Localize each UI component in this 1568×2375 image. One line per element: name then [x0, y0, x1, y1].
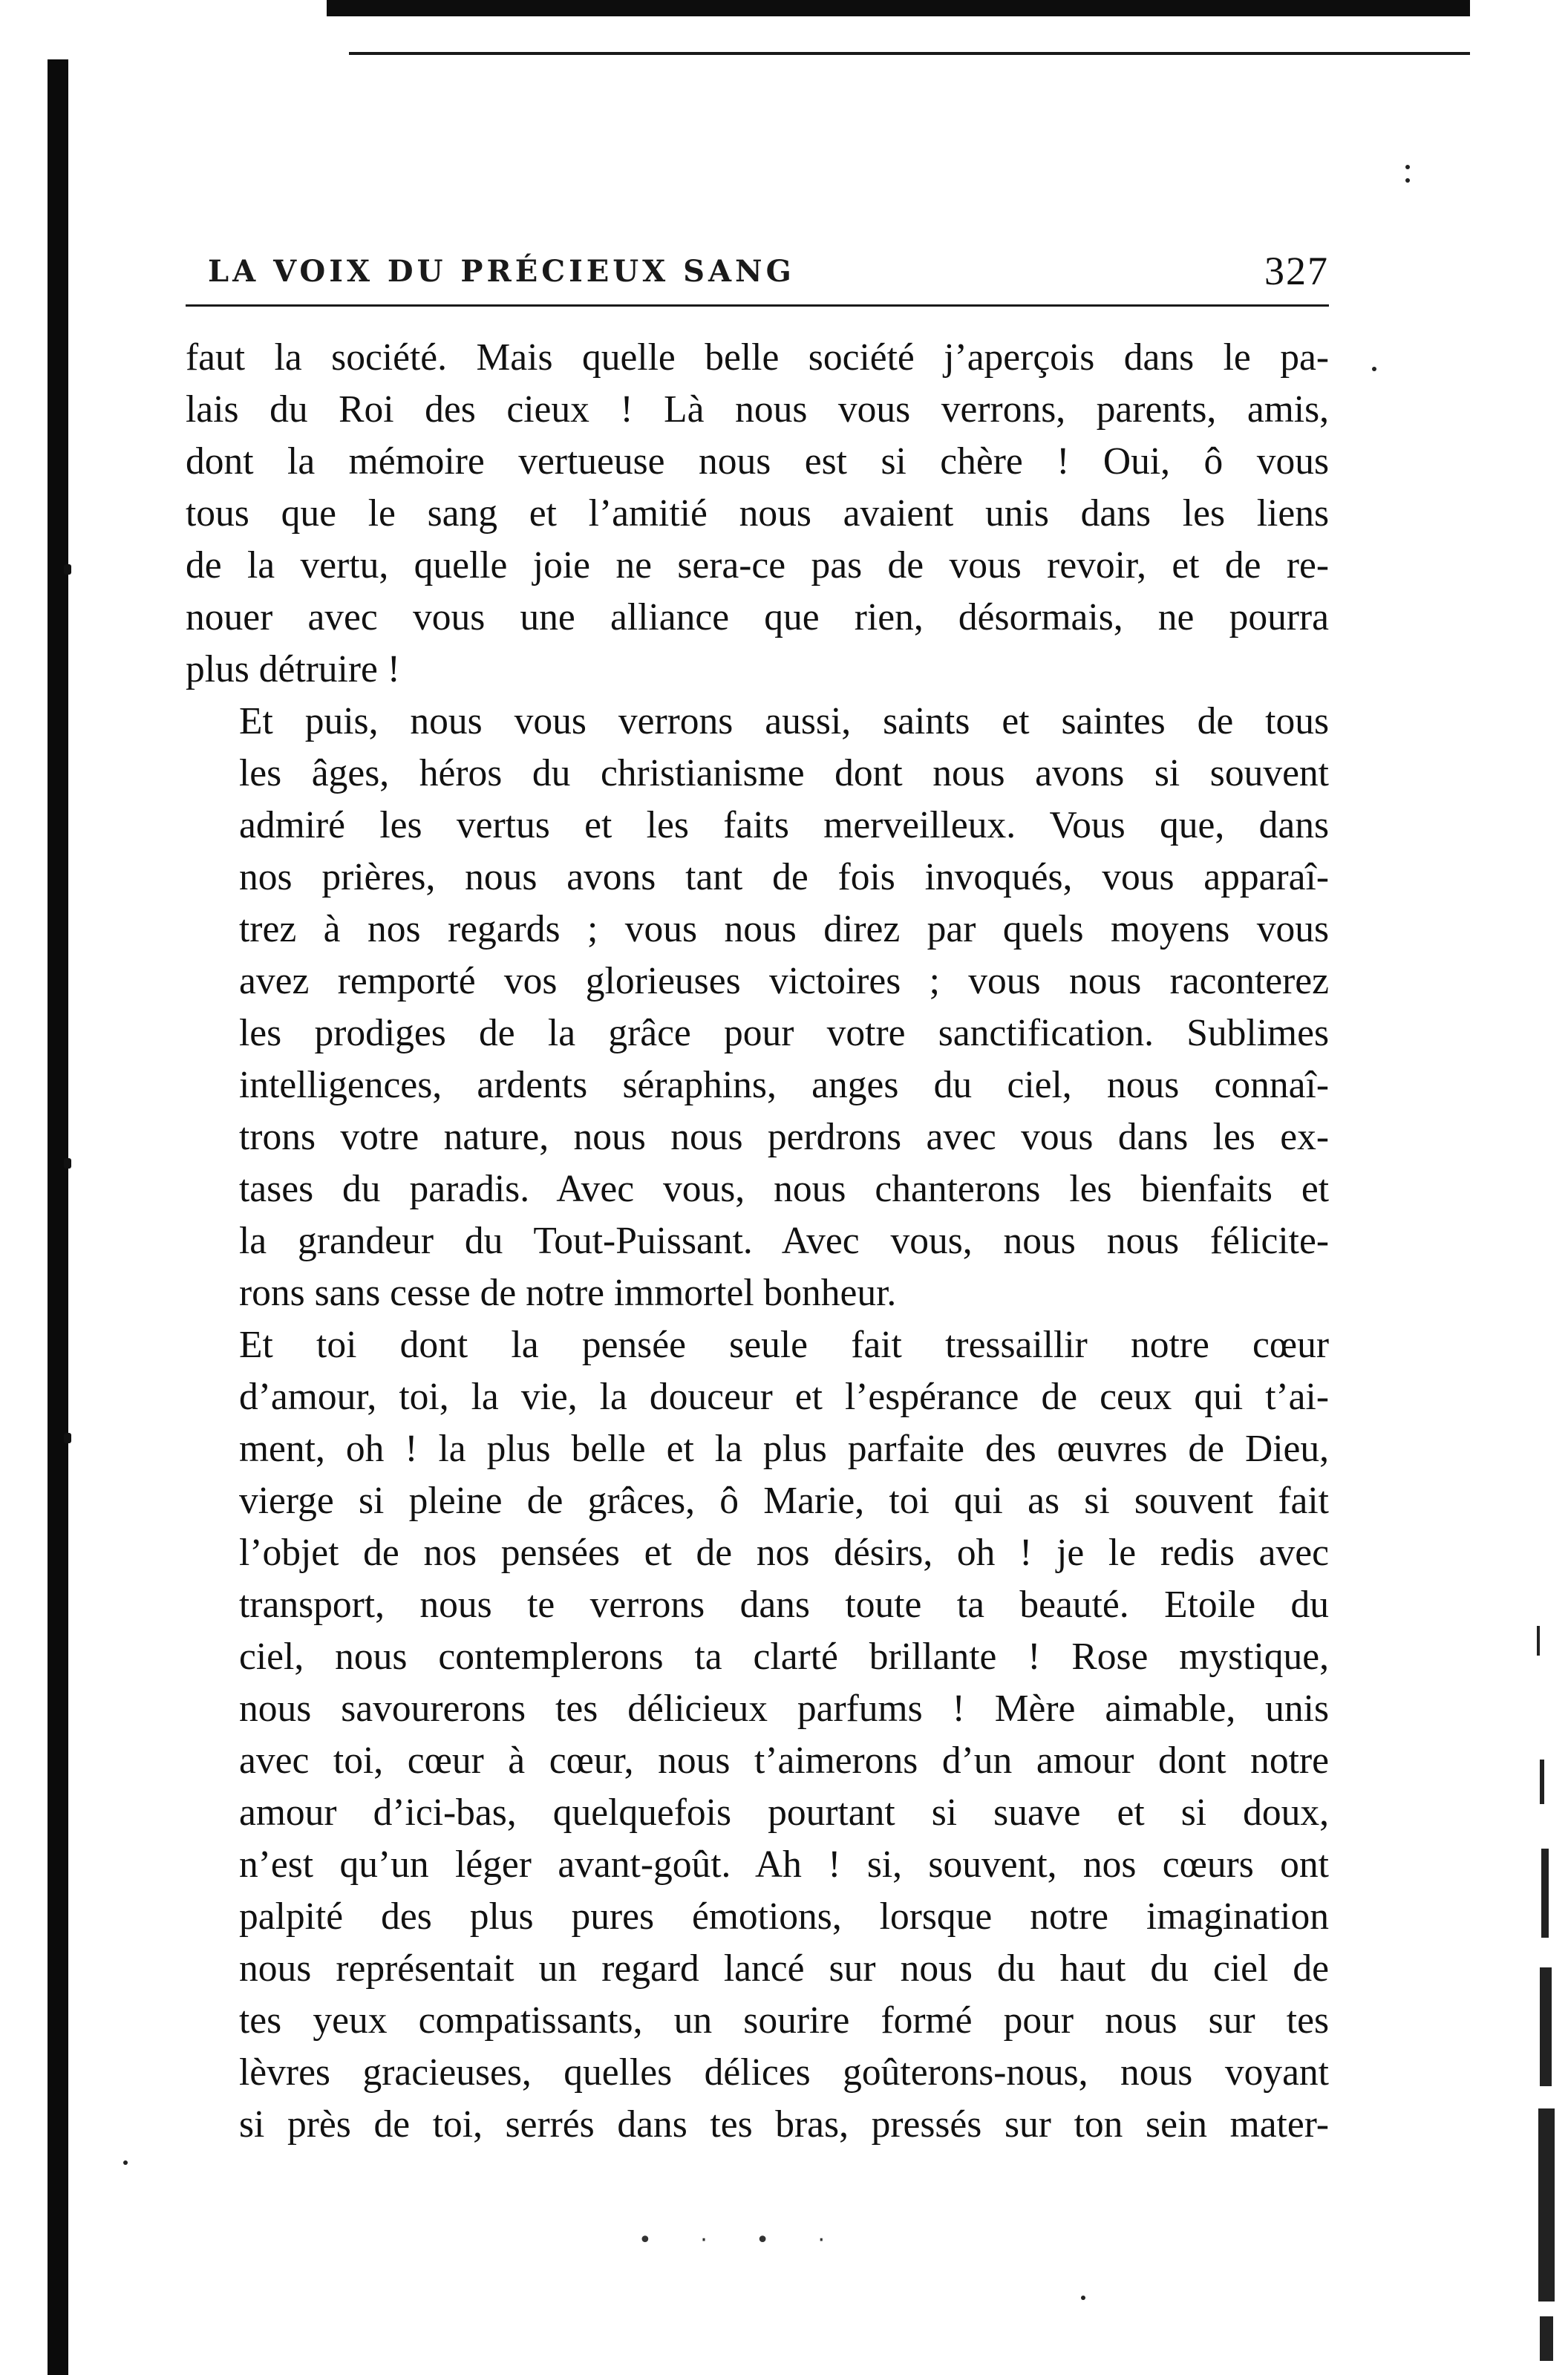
- book-page: [186, 245, 1329, 2151]
- text-line: faut la société. Mais quelle belle société j’aperçois dans le pa-: [186, 336, 1329, 379]
- scan-speck: [1081, 2296, 1085, 2300]
- scan-top-rule: [349, 52, 1470, 55]
- text-line: ciel, nous contemplerons ta clarté brillante ! Rose mystique,: [239, 1636, 1329, 1678]
- paragraph-2: [186, 696, 1329, 1319]
- text-line: ment, oh ! la plus belle et la plus parfaite des œuvres de Dieu,: [239, 1428, 1329, 1470]
- text-line: d’amour, toi, la vie, la douceur et l’espérance de ceux qui t’ai-: [239, 1376, 1329, 1418]
- text-line: plus détruire !: [186, 648, 400, 690]
- text-line: tases du paradis. Avec vous, nous chanterons les bienfaits et: [239, 1168, 1329, 1210]
- scan-speck: [1405, 178, 1410, 183]
- page-number: 327: [1264, 249, 1329, 293]
- scan-speck: [1405, 165, 1410, 169]
- running-title: LA VOIX DU PRÉCIEUX SANG: [208, 253, 795, 289]
- text-line: trons votre nature, nous nous perdrons avec vous dans les ex-: [239, 1116, 1329, 1158]
- text-line: trez à nos regards ; vous nous direz par quels moyens vous: [239, 908, 1329, 950]
- running-head: [186, 245, 1329, 297]
- text-line: amour d’ici-bas, quelquefois pourtant si suave et si doux,: [239, 1791, 1329, 1834]
- text-line: transport, nous te verrons dans toute ta beauté. Etoile du: [239, 1584, 1329, 1626]
- text-line: tous que le sang et l’amitié nous avaient unis dans les liens: [186, 492, 1329, 535]
- header-rule: [186, 304, 1329, 307]
- paragraph-3: [186, 1319, 1329, 2151]
- text-line: les prodiges de la grâce pour votre sanctification. Sublimes: [239, 1012, 1329, 1054]
- paragraph-1: [186, 332, 1329, 696]
- scan-speck: [1372, 367, 1376, 371]
- text-line: intelligences, ardents séraphins, anges du ciel, nous connaî-: [239, 1064, 1329, 1106]
- text-line: les âges, héros du christianisme dont nous avons si souvent: [239, 752, 1329, 794]
- binding-shadow: [48, 59, 68, 2375]
- text-line: lèvres gracieuses, quelles délices goûterons-nous, nous voyant: [239, 2051, 1329, 2094]
- text-line: Et toi dont la pensée seule fait tressaillir notre cœur: [239, 1324, 1329, 1366]
- scan-dots: • · • ·: [638, 2227, 846, 2253]
- text-line: tes yeux compatissants, un sourire formé pour nous sur tes: [239, 1999, 1329, 2042]
- scan-speck: [64, 1433, 71, 1443]
- text-line: dont la mémoire vertueuse nous est si chère ! Oui, ô vous: [186, 440, 1329, 483]
- text-line: avec toi, cœur à cœur, nous t’aimerons d’un amour dont notre: [239, 1739, 1329, 1782]
- text-line: l’objet de nos pensées et de nos désirs, oh ! je le redis avec: [239, 1532, 1329, 1574]
- scan-speck: [64, 564, 71, 575]
- scan-speck: [123, 2160, 128, 2165]
- text-line: nous savourerons tes délicieux parfums ! Mère aimable, unis: [239, 1688, 1329, 1730]
- text-line: admiré les vertus et les faits merveilleux. Vous que, dans: [239, 804, 1329, 846]
- text-line: de la vertu, quelle joie ne sera-ce pas de vous revoir, et de re-: [186, 544, 1329, 587]
- text-line: la grandeur du Tout-Puissant. Avec vous, nous nous félicite-: [239, 1220, 1329, 1262]
- text-line: nous représentait un regard lancé sur nous du haut du ciel de: [239, 1947, 1329, 1990]
- text-line: nouer avec vous une alliance que rien, désormais, ne pourra: [186, 596, 1329, 638]
- text-line: vierge si pleine de grâces, ô Marie, toi qui as si souvent fait: [239, 1480, 1329, 1522]
- text-line: Et puis, nous vous verrons aussi, saints et saintes de tous: [239, 700, 1329, 742]
- scan-top-border: [327, 0, 1470, 16]
- text-line: n’est qu’un léger avant-goût. Ah ! si, souvent, nos cœurs ont: [239, 1843, 1329, 1886]
- page-edge-marks: [1529, 1626, 1556, 2368]
- text-line: si près de toi, serrés dans tes bras, pressés sur ton sein mater-: [239, 2103, 1329, 2146]
- scan-speck: [64, 1158, 71, 1169]
- text-line: lais du Roi des cieux ! Là nous vous verrons, parents, amis,: [186, 388, 1329, 431]
- text-line: palpité des plus pures émotions, lorsque notre imagination: [239, 1895, 1329, 1938]
- text-line: nos prières, nous avons tant de fois invoqués, vous apparaî-: [239, 856, 1329, 898]
- text-line: avez remporté vos glorieuses victoires ; vous nous raconterez: [239, 960, 1329, 1002]
- body-text: [186, 332, 1329, 2151]
- text-line: rons sans cesse de notre immortel bonheur.: [239, 1272, 897, 1314]
